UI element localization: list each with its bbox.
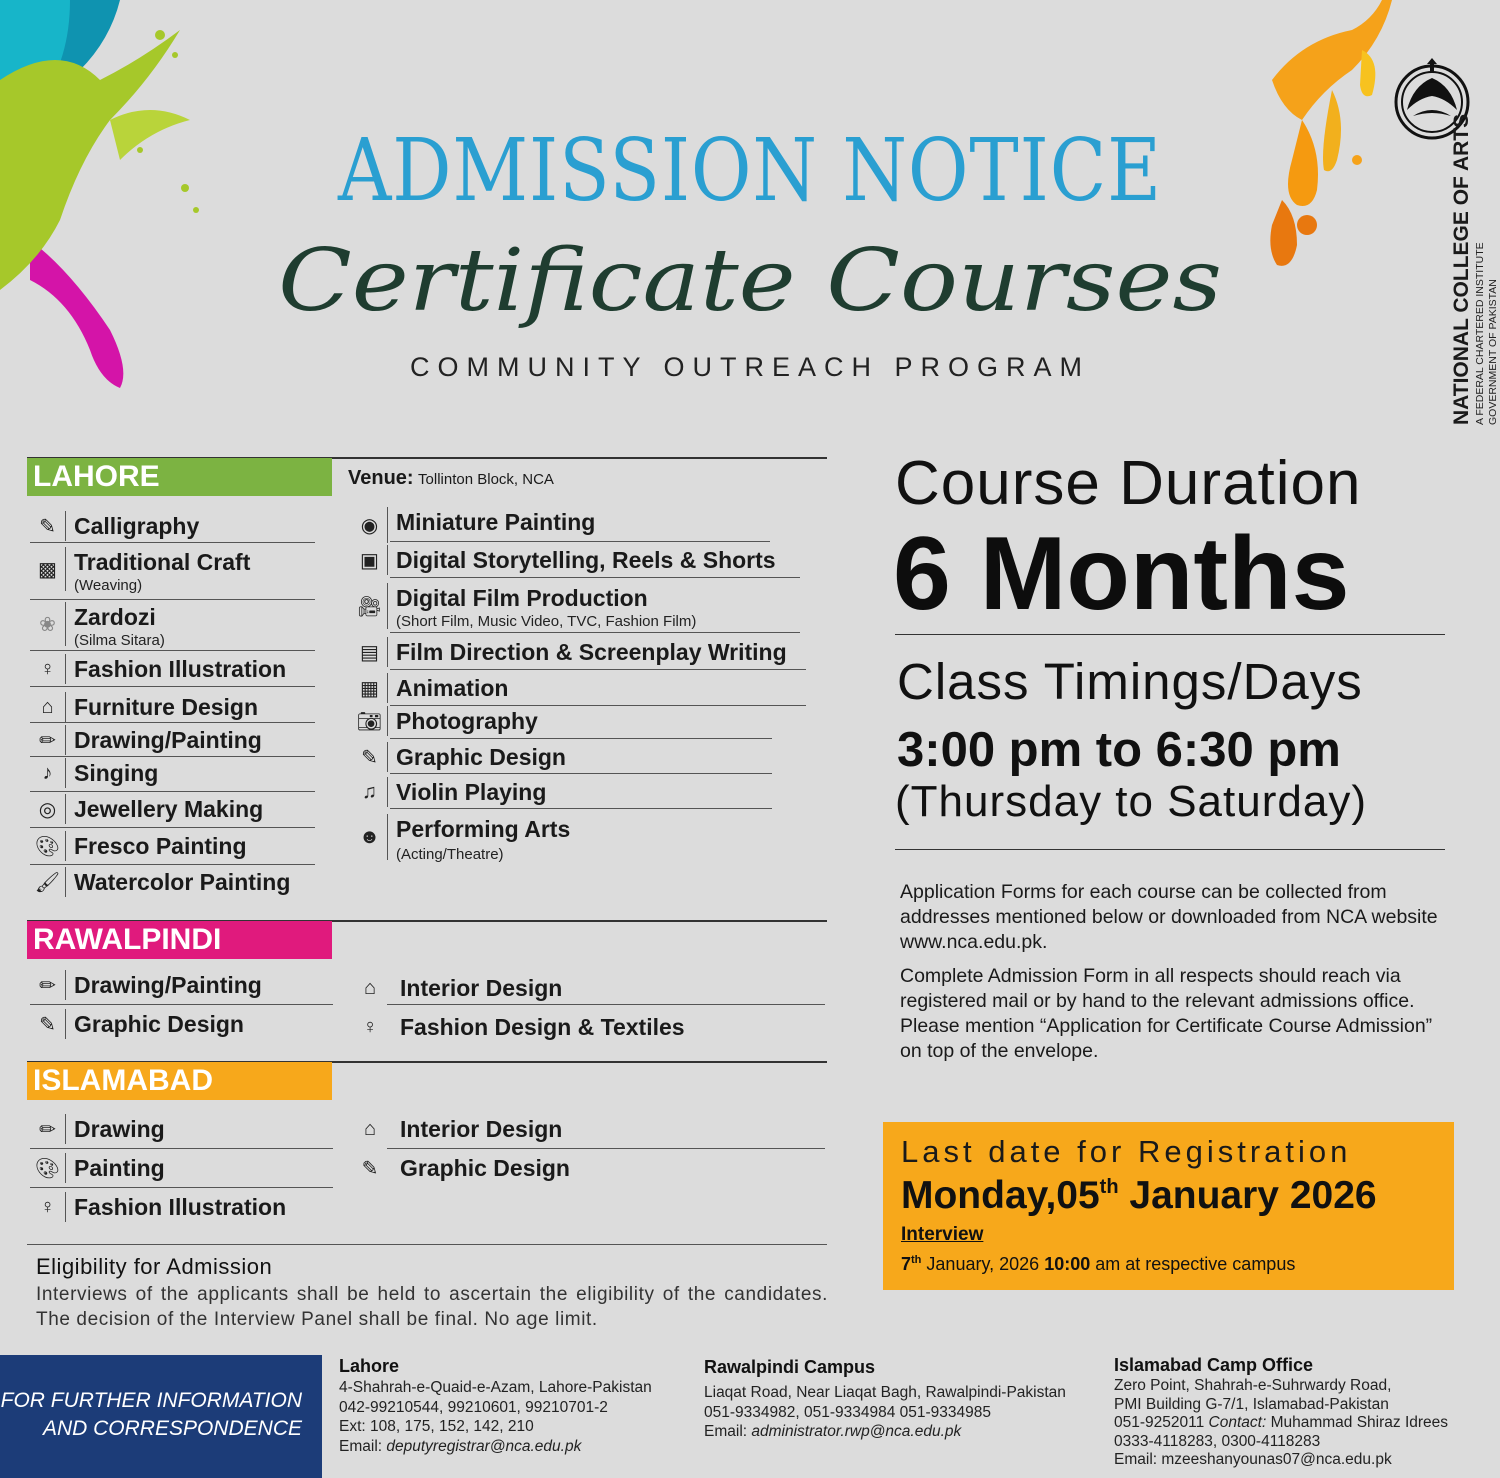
- isl-course-painting: [30, 1153, 165, 1183]
- script-icon: ▤: [352, 637, 388, 667]
- last-date-day: Monday,: [901, 1174, 1057, 1217]
- last-date-num: 05: [1056, 1174, 1100, 1217]
- brush-icon: 🖌︎: [30, 867, 66, 897]
- course-name: Graphic Design: [74, 1011, 244, 1037]
- interview-sup: th: [911, 1254, 922, 1266]
- timings-rule: [895, 849, 1445, 850]
- dress-icon: ♀: [30, 654, 66, 684]
- course-name: Film Direction & Screenplay Writing: [396, 639, 787, 665]
- footer-band: [0, 1355, 322, 1478]
- design-tool-icon: ✎: [352, 742, 388, 772]
- course-name: Traditional Craft: [74, 549, 251, 575]
- house-icon: ⌂: [363, 976, 377, 999]
- rwp-course-fashion-design: [352, 1012, 685, 1042]
- isl-course-drawing: [30, 1114, 165, 1144]
- course-name: Calligraphy: [74, 513, 200, 539]
- course-name: Furniture Design: [74, 694, 259, 720]
- row-divider: [30, 791, 315, 792]
- info-paragraph-1: Application Forms for each course can be collected from addresses mentioned below or downloaded from NCA website www.nca.edu.pk.: [900, 881, 1438, 953]
- pen-icon: ✎: [30, 511, 66, 541]
- row-divider: [390, 541, 770, 542]
- course-name: Drawing/Painting: [74, 972, 262, 998]
- course-name: Painting: [74, 1155, 165, 1181]
- eligibility-rule: [27, 1244, 827, 1245]
- footer-islamabad-address1: Zero Point, Shahrah-e-Suhrwardy Road,: [1114, 1377, 1392, 1394]
- rawalpindi-tag: RAWALPINDI: [27, 921, 332, 959]
- course-sub: (Weaving): [74, 577, 143, 594]
- course-name: Animation: [396, 675, 509, 701]
- lahore-tag: LAHORE: [27, 458, 332, 496]
- pencil-icon: ✏: [30, 1114, 66, 1144]
- palette-icon: ◉: [352, 507, 388, 543]
- design-tool-icon: ✎: [361, 1157, 379, 1180]
- footer-lahore-email-label: Email:: [339, 1437, 383, 1455]
- ring-icon: ◎: [30, 794, 66, 824]
- footer-islamabad-address2: PMI Building G-7/1, Islamabad-Pakistan: [1114, 1395, 1389, 1413]
- row-divider: [390, 669, 806, 670]
- house-icon: ⌂: [363, 1117, 377, 1140]
- course-animation: [352, 673, 508, 703]
- program-subtitle: COMMUNITY OUTREACH PROGRAM: [409, 352, 1090, 382]
- row-divider: [30, 722, 315, 723]
- interview-num: 7: [901, 1254, 912, 1274]
- film-camera-icon: 🎥︎: [352, 583, 388, 629]
- microphone-icon: ♪: [30, 758, 66, 788]
- theatre-masks-icon: ☻: [352, 814, 388, 860]
- interview-rest: am at respective campus: [1095, 1254, 1296, 1274]
- tv-icon: ▣: [352, 545, 388, 575]
- course-name: Drawing: [74, 1116, 165, 1142]
- duration-rule: [895, 634, 1445, 635]
- footer-islamabad-phone: 051-9252011: [1114, 1414, 1205, 1431]
- course-name: Zardozi: [74, 604, 156, 630]
- course-sub: (Acting/Theatre): [396, 846, 504, 863]
- row-divider: [30, 827, 315, 828]
- row-divider: [30, 542, 315, 543]
- row-divider: [30, 864, 315, 865]
- course-film-direction: [352, 637, 787, 667]
- row-divider: [30, 599, 315, 600]
- course-digital-storytelling: [352, 545, 776, 575]
- weave-icon: ▩: [30, 547, 66, 591]
- course-watercolor-painting: [30, 867, 290, 897]
- footer-islamabad-heading: Islamabad Camp Office: [1114, 1355, 1314, 1375]
- course-sub: (Silma Sitara): [74, 632, 165, 649]
- timings-days: (Thursday to Saturday): [895, 777, 1367, 826]
- page-title: ADMISSION NOTICE: [337, 121, 1162, 221]
- course-name: Fashion Illustration: [74, 656, 287, 682]
- palette-icon: 🎨︎: [30, 1153, 66, 1183]
- course-digital-film-production: [352, 583, 696, 630]
- course-name: Fashion Illustration: [74, 1194, 287, 1220]
- course-name: Drawing/Painting: [74, 727, 262, 753]
- footer-lahore-address: 4-Shahrah-e-Quaid-e-Azam, Lahore-Pakistan: [339, 1379, 652, 1396]
- venue: [348, 467, 554, 490]
- footer-islamabad: [1114, 1353, 1448, 1470]
- course-name: Jewellery Making: [74, 796, 264, 822]
- last-date-box: [883, 1122, 1454, 1290]
- course-name: Violin Playing: [396, 779, 547, 805]
- row-divider: [390, 632, 800, 633]
- furniture-icon: ⌂: [30, 692, 66, 722]
- interview-time: 10:00: [1044, 1254, 1091, 1274]
- design-tool-icon: ✎: [30, 1009, 66, 1039]
- footer-lahore-heading: Lahore: [339, 1356, 400, 1376]
- last-date-value: [901, 1174, 1377, 1218]
- footer-islamabad-mobiles: 0333-4118283, 0300-4118283: [1114, 1432, 1321, 1450]
- course-calligraphy: [30, 511, 199, 541]
- row-divider: [30, 756, 315, 757]
- eligibility-heading: Eligibility for Admission: [36, 1254, 273, 1279]
- embroidery-icon: ❀: [30, 602, 66, 646]
- course-name: Fresco Painting: [74, 833, 247, 859]
- course-name: Graphic Design: [400, 1155, 570, 1181]
- course-sub: (Short Film, Music Video, TVC, Fashion Film): [396, 613, 697, 630]
- timings-heading: Class Timings/Days: [897, 653, 1363, 710]
- footer-islamabad-email[interactable]: mzeeshanyounas07@nca.edu.pk: [1161, 1451, 1392, 1468]
- islamabad-tag: ISLAMABAD: [27, 1062, 332, 1100]
- timings-time: 3:00 pm to 6:30 pm: [897, 723, 1341, 777]
- violin-icon: ♫: [352, 777, 388, 807]
- footer-lahore-ext: Ext: 108, 175, 152, 142, 210: [339, 1418, 534, 1435]
- footer-rawalpindi-address: Liaqat Road, Near Liaqat Bagh, Rawalpindi-Pakistan: [704, 1384, 1066, 1401]
- course-fashion-illustration: [30, 654, 286, 684]
- isl-course-graphic-design: [352, 1153, 570, 1183]
- footer-islamabad-contact-label: Contact:: [1208, 1414, 1267, 1431]
- institute-line1: A FEDERAL CHARTERED INSTITUTE: [1474, 242, 1486, 425]
- institute-line2: GOVERNMENT OF PAKISTAN: [1486, 279, 1499, 425]
- row-divider: [30, 1187, 333, 1188]
- row-divider: [390, 808, 772, 809]
- institute-vertical-text: [1450, 113, 1500, 425]
- course-drawing-painting: [30, 725, 262, 755]
- row-divider: [30, 1004, 333, 1005]
- course-name: Singing: [74, 760, 159, 786]
- footer-band-line1: FOR FURTHER INFORMATION: [0, 1389, 302, 1412]
- venue-label: Venue:: [348, 467, 414, 489]
- course-name: Photography: [396, 708, 538, 734]
- course-traditional-craft: [30, 547, 250, 594]
- footer-rawalpindi: [704, 1355, 1066, 1442]
- info-paragraph-2: Complete Admission Form in all respects should reach via registered mail or by hand to the relevant admissions office. Please mention “Application for Certificate Course Admission” on top of the envelope.: [900, 965, 1433, 1062]
- footer-rawalpindi-heading: Rawalpindi Campus: [704, 1357, 876, 1377]
- footer-band-line2: AND CORRESPONDENCE: [42, 1417, 302, 1440]
- duration-value: 6 Months: [893, 516, 1350, 632]
- last-date-sup: th: [1099, 1176, 1119, 1198]
- course-zardozi: [30, 602, 165, 649]
- duration-heading: Course Duration: [895, 449, 1362, 518]
- footer-band-text: [1, 1387, 302, 1443]
- venue-text: Tollinton Block, NCA: [418, 471, 554, 488]
- pencil-icon: ✏: [30, 970, 66, 1000]
- row-divider: [30, 1148, 333, 1149]
- course-furniture-design: [30, 692, 258, 722]
- interview-details: [901, 1254, 1295, 1275]
- dress-icon: ♀: [30, 1192, 66, 1222]
- interview-date: January, 2026: [926, 1254, 1040, 1274]
- course-name: Fashion Design & Textiles: [400, 1014, 685, 1040]
- footer-rawalpindi-email-label: Email:: [704, 1423, 748, 1440]
- row-divider: [390, 738, 772, 739]
- footer-rawalpindi-phones: 051-9334982, 051-9334984 051-9334985: [704, 1403, 992, 1421]
- rwp-course-graphic-design: [30, 1009, 244, 1039]
- course-singing: [30, 758, 158, 788]
- row-divider: [387, 1004, 825, 1005]
- course-name: Miniature Painting: [396, 509, 596, 535]
- script-title: Certificate Courses: [278, 231, 1222, 331]
- course-fresco-painting: [30, 831, 247, 861]
- row-divider: [390, 773, 772, 774]
- last-date-heading: Last date for Registration: [901, 1134, 1352, 1169]
- course-graphic-design: [352, 742, 566, 772]
- footer-islamabad-email-label: Email:: [1114, 1451, 1158, 1468]
- footer-lahore-email[interactable]: deputyregistrar@nca.edu.pk: [386, 1437, 582, 1455]
- dress-icon: ♀: [362, 1015, 378, 1038]
- course-name: Interior Design: [400, 1116, 563, 1142]
- pencil-icon: ✏: [30, 725, 66, 755]
- last-date-rest: January 2026: [1129, 1174, 1377, 1217]
- course-name: Interior Design: [400, 975, 563, 1001]
- course-name: Watercolor Painting: [74, 869, 291, 895]
- rwp-course-drawing-painting: [30, 970, 262, 1000]
- footer-lahore: [339, 1354, 652, 1456]
- course-violin-playing: [352, 777, 546, 807]
- course-miniature-painting: [352, 507, 595, 543]
- camera-icon: 📷︎: [352, 706, 388, 736]
- course-name: Digital Storytelling, Reels & Shorts: [396, 547, 776, 573]
- footer-lahore-phones: 042-99210544, 99210601, 99210701-2: [339, 1398, 608, 1416]
- row-divider: [387, 1148, 825, 1149]
- row-divider: [390, 577, 800, 578]
- footer-rawalpindi-email[interactable]: administrator.rwp@nca.edu.pk: [751, 1423, 962, 1440]
- eligibility-text: Interviews of the applicants shall be held to ascertain the eligibility of the candidates. The decision of the Interview Panel shall be final. No age limit.: [36, 1284, 828, 1330]
- interview-label: Interview: [901, 1224, 984, 1245]
- course-photography: [352, 706, 538, 736]
- course-name: Graphic Design: [396, 744, 566, 770]
- institute-name: NATIONAL COLLEGE OF ARTS: [1450, 113, 1473, 425]
- row-divider: [30, 650, 315, 651]
- course-performing-arts: [352, 814, 570, 863]
- isl-course-fashion-illustration: [30, 1192, 286, 1222]
- course-name: Digital Film Production: [396, 585, 648, 611]
- animation-icon: ▦: [352, 673, 388, 703]
- rwp-course-interior-design: [352, 973, 562, 1003]
- course-name: Performing Arts: [396, 816, 571, 842]
- row-divider: [30, 686, 315, 687]
- isl-course-interior-design: [352, 1114, 562, 1144]
- course-jewellery-making: [30, 794, 263, 824]
- footer-islamabad-contact: Muhammad Shiraz Idrees: [1270, 1414, 1449, 1431]
- palette-icon: 🎨︎: [30, 831, 66, 861]
